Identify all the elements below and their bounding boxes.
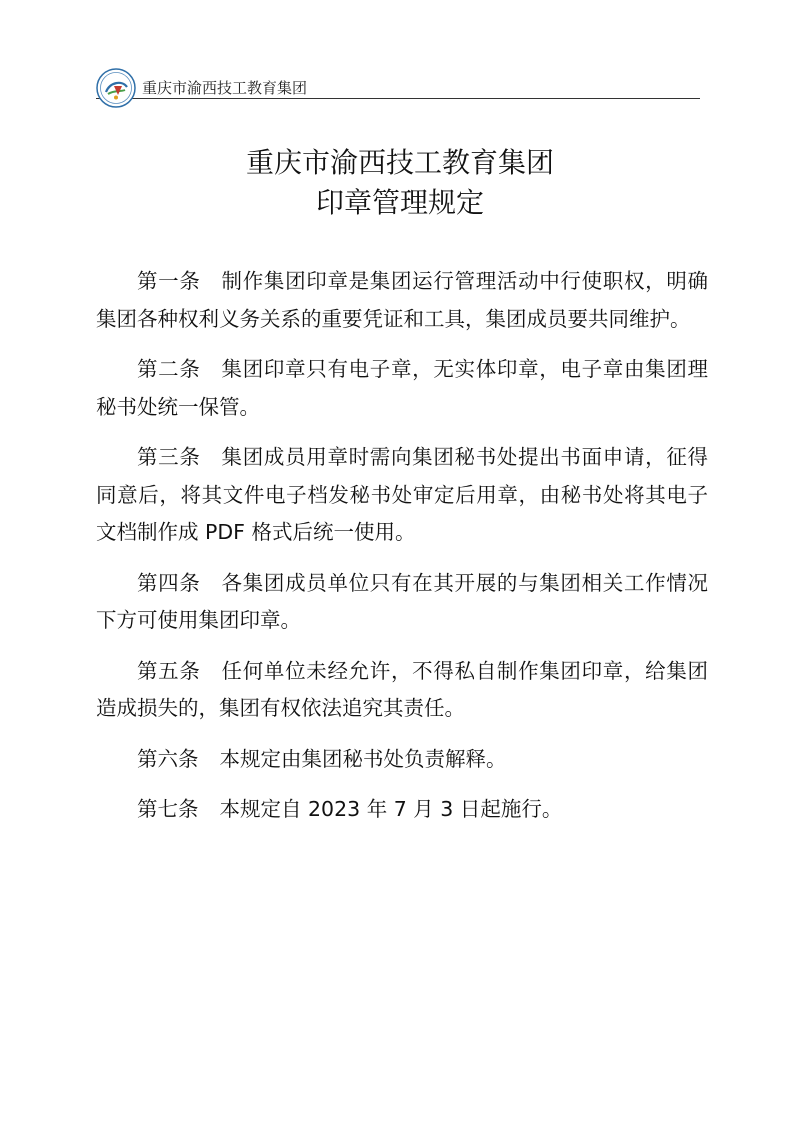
article-label: 第四条 xyxy=(137,570,201,595)
group-emblem-icon xyxy=(96,68,136,108)
article-text: 集团成员用章时需向集团秘书处提出书面申请，征得同意后，将其文件电子档发秘书处审定后用章，由秘书处将其电子文档制作成 PDF 格式后统一使用。 xyxy=(96,445,709,544)
article-text: 各集团成员单位只有在其开展的与集团相关工作情况下方可使用集团印章。 xyxy=(96,570,709,632)
document-title-line-2: 印章管理规定 xyxy=(315,186,484,219)
article-text: 本规定自 2023 年 7 月 3 日起施行。 xyxy=(219,797,563,821)
article-5 xyxy=(96,653,708,728)
article-1 xyxy=(96,263,708,338)
document-body xyxy=(96,263,708,842)
article-6 xyxy=(96,741,708,779)
header-org-name: 重庆市渝西技工教育集团 xyxy=(142,79,308,97)
article-text: 本规定由集团秘书处负责解释。 xyxy=(219,746,507,771)
article-label: 第二条 xyxy=(137,357,201,381)
article-label: 第一条 xyxy=(137,269,201,293)
document-title-line-1: 重庆市渝西技工教育集团 xyxy=(245,146,554,179)
article-label: 第三条 xyxy=(137,445,201,469)
page-header xyxy=(96,68,700,99)
article-text: 集团印章只有电子章，无实体印章，电子章由集团理秘书处统一保管。 xyxy=(96,357,709,419)
article-text: 任何单位未经允许，不得私自制作集团印章，给集团造成损失的，集团有权依法追究其责任。 xyxy=(96,658,709,720)
article-label: 第六条 xyxy=(137,746,199,771)
article-2 xyxy=(96,351,708,426)
article-7 xyxy=(96,791,708,829)
article-label: 第五条 xyxy=(137,658,201,683)
article-label: 第七条 xyxy=(137,797,199,821)
article-4 xyxy=(96,565,708,640)
article-3 xyxy=(96,439,708,552)
article-text: 制作集团印章是集团运行管理活动中行使职权，明确集团各种权利义务关系的重要凭证和工具，集团成员要共同维护。 xyxy=(96,269,709,331)
